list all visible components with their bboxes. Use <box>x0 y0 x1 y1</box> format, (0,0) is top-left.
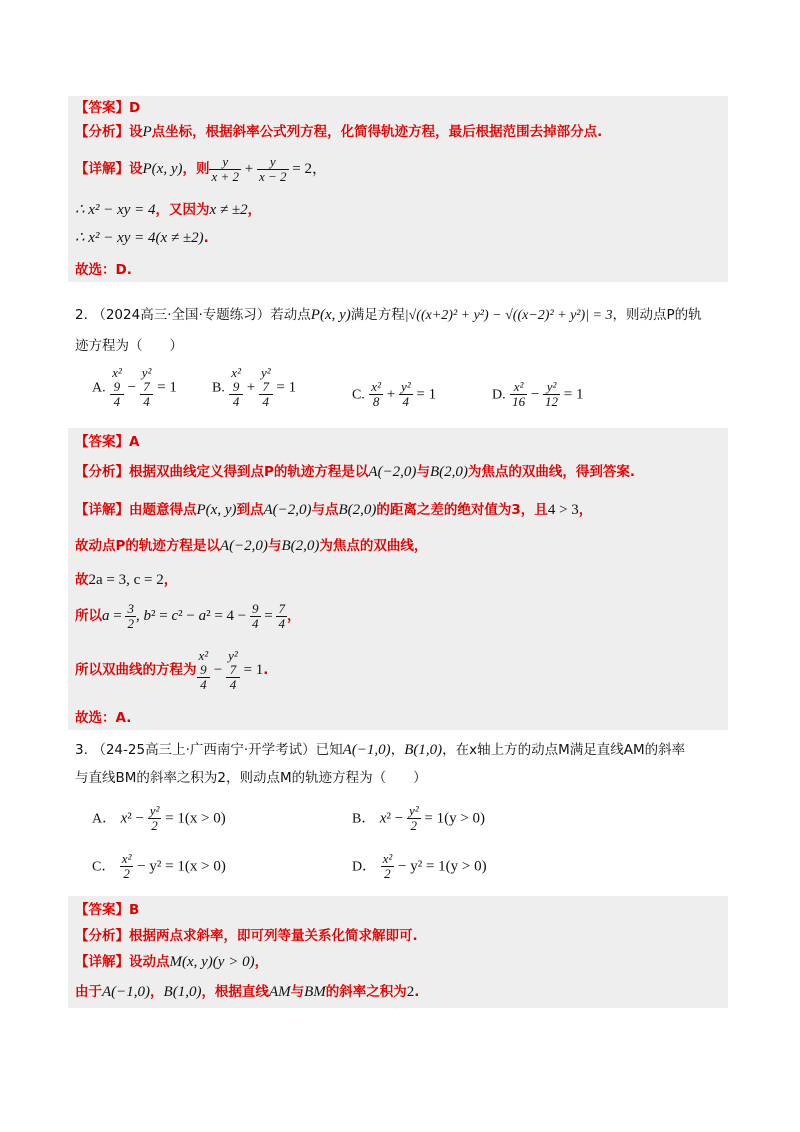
q2-stem-line2 <box>75 336 183 356</box>
option-label: A． <box>92 811 117 827</box>
option-cond: = 1(y > 0) <box>420 810 486 827</box>
q1-choice <box>75 260 132 280</box>
option-cond: − y² = 1(x > 0) <box>133 858 226 875</box>
q1-detail-line: 【详解】设P(x, y)，则 $\frac{y}{x + 2}$ + $\frac{y}{x - 2}$ = 2， <box>75 153 327 184</box>
analysis-text: 为焦点的双曲线，得到答案. <box>467 464 635 480</box>
fraction: $\frac{\text{x²}}{16}$ <box>512 379 526 409</box>
answer-tag: 【答案】 <box>75 902 129 918</box>
math-point: A(−2,0) <box>263 502 312 518</box>
math-point: M(x, y)(y > 0) <box>169 954 255 970</box>
analysis-tag: 【分析】 <box>75 124 129 140</box>
detail-text: 的斜率之积为 <box>325 984 407 1000</box>
question-text: ， <box>390 742 405 758</box>
fraction: $\frac{\text{y²}}{2}$ <box>149 803 160 833</box>
answer-value: A <box>129 434 140 450</box>
detail-text: ，则 <box>182 161 210 177</box>
fraction: $\frac{7}{4}$ <box>278 600 285 631</box>
detail-text: 所以双曲线的方程为 <box>75 662 197 678</box>
detail-text: 由于 <box>75 984 102 1000</box>
choice-text: 故选：D. <box>75 262 132 278</box>
fraction: $\frac{y}{x - 2}$ <box>258 153 287 184</box>
q2-choice <box>75 708 131 728</box>
question-text: 与直线BM的斜率之积为2，则动点M的轨迹方程为（ ） <box>75 770 427 786</box>
q2-option-b: B. x² 9 4 + y² 7 4 = 1 <box>212 365 297 409</box>
analysis-text: 根据两点求斜率，即可列等量关系化简求解即可. <box>129 928 418 944</box>
q1-step-3 <box>75 228 209 248</box>
detail-tag: 【详解】 <box>75 954 129 970</box>
option-label: C． <box>92 859 116 875</box>
detail-text: . <box>203 230 209 246</box>
math-eq: |√((x+2)² + y²) − √((x−2)² + y²)| = 3 <box>404 308 613 323</box>
q1-answer-line <box>75 98 140 118</box>
fraction: $\frac{9}{4}$ <box>252 600 259 631</box>
fraction: y² 7 4 <box>228 647 238 692</box>
detail-text: ， <box>286 608 301 624</box>
detail-text: 为焦点的双曲线， <box>319 538 428 554</box>
math-cond: x ≠ ±2 <box>209 202 248 218</box>
fraction: $\frac{\text{x²}}{2}$ <box>121 851 132 881</box>
detail-text: ， <box>254 954 269 970</box>
math-point: P(x, y) <box>142 161 183 177</box>
detail-tag: 【详解】 <box>75 161 129 177</box>
detail-text: ， <box>150 984 164 1000</box>
option-label: B. <box>212 380 225 396</box>
fraction: $\frac{\text{x²}}{8}$ <box>371 379 381 409</box>
fraction: $\frac{\text{y²}}{4}$ <box>400 379 411 409</box>
q2-analysis-line <box>75 462 635 482</box>
detail-text: 与点 <box>311 502 339 518</box>
q3-detail-line <box>75 952 268 972</box>
detail-text: 所以 <box>75 608 102 624</box>
detail-text: 设动点 <box>129 954 170 970</box>
detail-text: ， <box>578 502 593 518</box>
detail-text: ， <box>163 572 178 588</box>
q2-answer-line <box>75 432 139 452</box>
q2-option-c: C. $\frac{\text{x²}}{8}$ + $\frac{\text{y²}}{4}$ = 1 <box>352 379 437 409</box>
math-point: A(−2,0) <box>219 538 268 554</box>
detail-text: ，根据直线 <box>201 984 269 1000</box>
fraction: $\frac{y}{x + 2}$ <box>211 153 240 184</box>
math-point: A(−1,0) <box>102 984 151 1000</box>
detail-text: 故动点P的轨迹方程是以 <box>75 538 220 554</box>
question-text: ，在x轴上方的动点M满足直线AM的斜率 <box>442 742 686 758</box>
question-text: 满足方程 <box>350 307 405 323</box>
q3-analysis-line <box>75 926 418 946</box>
q3-step-2 <box>75 982 419 1002</box>
q2-step-2 <box>75 536 427 556</box>
math-point: B(1,0) <box>404 742 443 758</box>
math-point: B(2,0) <box>429 464 468 480</box>
math-eq: 2 <box>406 984 415 1000</box>
question-number: 2. <box>75 307 88 323</box>
analysis-tag: 【分析】 <box>75 464 129 480</box>
answer-tag: 【答案】 <box>75 434 129 450</box>
math-eq: ∴ x² − xy = 4 <box>75 202 156 218</box>
detail-text: 的距离之差的绝对值为3，且 <box>376 502 548 518</box>
q2-option-a: A. x² 9 4 − y² 7 4 = 1 <box>92 365 177 409</box>
fraction: $\frac{3}{2}$ <box>127 600 134 631</box>
q3-option-c <box>92 852 226 881</box>
option-label: A. <box>92 380 106 396</box>
math-eq: ∴ x² − xy = 4(x ≠ ±2) <box>75 230 204 246</box>
q1-analysis-line <box>75 122 602 142</box>
math-point: P(x, y) <box>310 307 351 323</box>
q2-step-3 <box>75 570 177 590</box>
detail-text: 故 <box>75 572 89 588</box>
analysis-text: 根据双曲线定义得到点P的轨迹方程是以 <box>129 464 369 480</box>
math-eq: = 2， <box>288 161 327 177</box>
detail-text: . <box>263 662 269 678</box>
question-source: （24-25高三上·广西南宁·开学考试）已知 <box>92 742 343 758</box>
detail-text: . <box>414 984 420 1000</box>
math-var: BM <box>304 984 326 1000</box>
option-label: B． <box>352 811 376 827</box>
analysis-tag: 【分析】 <box>75 928 129 944</box>
q2-step-5: 所以双曲线的方程为 x² 9 4 − y² 7 4 = 1. <box>75 647 269 692</box>
math-point: P(x, y) <box>196 502 237 518</box>
analysis-text: 点坐标，根据斜率公式列方程，化简得轨迹方程，最后根据范围去掉部分点. <box>151 124 603 140</box>
q2-detail-line <box>75 500 592 520</box>
q3-option-a: A． x² − $\frac{\text{y²}}{2}$ = 1(x > 0) <box>92 803 226 833</box>
math-point: B(1,0) <box>163 984 202 1000</box>
detail-text: 到点 <box>236 502 264 518</box>
math-var: AM <box>268 984 291 1000</box>
detail-text: 设 <box>129 161 143 177</box>
choice-text: 故选：A. <box>75 710 132 726</box>
detail-tag: 【详解】 <box>75 502 129 518</box>
q2-stem-line1 <box>75 300 702 330</box>
question-number: 3. <box>75 742 88 758</box>
math-point: A(−2,0) <box>368 464 417 480</box>
question-text: ，则动点P的轨 <box>612 307 702 323</box>
math-point: A(−1,0) <box>342 742 391 758</box>
detail-text: 与 <box>267 538 282 554</box>
question-text: 迹方程为（ ） <box>75 338 183 354</box>
answer-value: B <box>129 902 140 918</box>
answer-value: D <box>129 100 141 116</box>
fraction: $\frac{\text{x²}}{2}$ <box>382 851 393 881</box>
option-label: D. <box>492 387 506 403</box>
fraction: $\frac{\text{y²}}{2}$ <box>408 803 419 833</box>
question-source: （2024高三·全国·专题练习）若动点 <box>92 307 311 323</box>
answer-tag: 【答案】 <box>75 100 129 116</box>
detail-text: 与 <box>290 984 305 1000</box>
fraction: x² 9 4 <box>231 365 241 409</box>
detail-text: ， <box>247 202 262 218</box>
q3-option-d <box>352 852 487 881</box>
q3-stem-line1 <box>75 740 685 760</box>
math-point: B(2,0) <box>281 538 320 554</box>
fraction: x² 9 4 <box>112 365 122 409</box>
q2-option-d: D. $\frac{\text{x²}}{16}$ − $\frac{\text{y²}}{12}$ = 1 <box>492 379 584 409</box>
fraction: y² 7 4 <box>260 365 271 409</box>
math-eq: 2a = 3, c = 2 <box>88 572 164 588</box>
q3-option-b: B． x² − $\frac{\text{y²}}{2}$ = 1(y > 0) <box>352 803 486 833</box>
option-label: D． <box>352 859 377 875</box>
math-point: B(2,0) <box>338 502 377 518</box>
q2-step-4: 所以a = $\frac{3}{2}$ , b² = c² − a² = 4 − $\frac{9}{4}$ = $\frac{7}{4}$ ， <box>75 600 301 631</box>
fraction: $\frac{\text{y²}}{12}$ <box>545 379 559 409</box>
option-label: C. <box>352 387 365 403</box>
math-eq: 4 > 3 <box>547 502 579 518</box>
q1-step-2 <box>75 200 261 220</box>
option-cond: − y² = 1(y > 0) <box>394 858 487 875</box>
fraction: x² 9 4 <box>198 647 209 692</box>
analysis-text: 设 <box>129 124 143 140</box>
q3-answer-line <box>75 900 139 920</box>
detail-text: 由题意得点 <box>129 502 197 518</box>
math-var: P <box>142 124 152 140</box>
q3-stem-line2 <box>75 768 427 788</box>
analysis-text: 与 <box>416 464 430 480</box>
option-cond: = 1(x > 0) <box>161 810 226 827</box>
detail-text: ，又因为 <box>155 202 210 218</box>
fraction: y² 7 4 <box>141 365 152 409</box>
